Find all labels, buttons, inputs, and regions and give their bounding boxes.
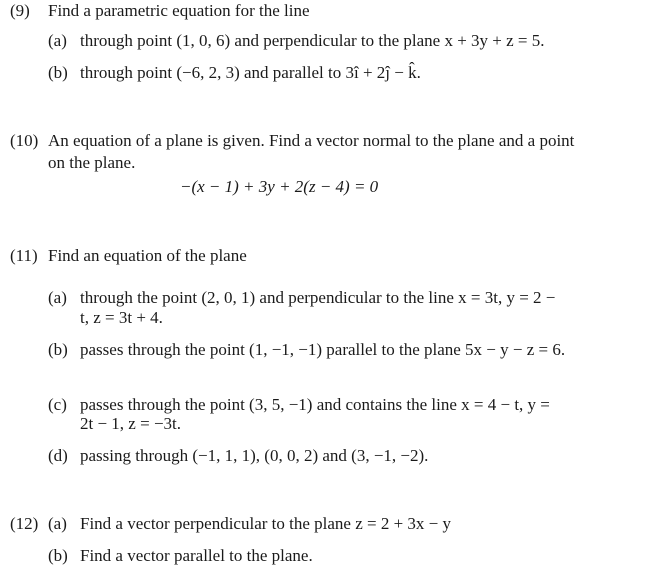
problem-11c-text-line2: 2t − 1, z = −3t. — [80, 414, 182, 433]
problem-11a-text-line1: through the point (2, 0, 1) and perpendicular to the line x = 3t, y = 2 − — [80, 288, 556, 307]
problem-9b-text: through point (−6, 2, 3) and parallel to 3î + 2ĵ − k̂. — [80, 63, 421, 82]
problem-11a-label: (a) — [48, 288, 67, 307]
problem-12-number: (12) — [10, 514, 39, 533]
problem-12b-text: Find a vector parallel to the plane. — [80, 546, 313, 565]
problem-11-number: (11) — [10, 246, 38, 265]
problem-10-prompt-line1: An equation of a plane is given. Find a vector normal to the plane and a point — [48, 131, 575, 150]
problem-9a-text: through point (1, 0, 6) and perpendicular to the plane x + 3y + z = 5. — [80, 31, 545, 50]
problem-11b-text: passes through the point (1, −1, −1) parallel to the plane 5x − y − z = 6. — [80, 340, 566, 359]
problem-10-number: (10) — [10, 131, 39, 150]
problem-12b-label: (b) — [48, 546, 68, 565]
problem-9-number: (9) — [10, 1, 30, 20]
problem-11d-label: (d) — [48, 446, 68, 465]
problem-9b-label: (b) — [48, 63, 68, 82]
problem-9-prompt: Find a parametric equation for the line — [48, 1, 310, 20]
problem-11c-text-line1: passes through the point (3, 5, −1) and contains the line x = 4 − t, y = — [80, 395, 550, 414]
problem-11c-label: (c) — [48, 395, 67, 414]
problem-11b-label: (b) — [48, 340, 68, 359]
problem-11d-text: passing through (−1, 1, 1), (0, 0, 2) and (3, −1, −2). — [80, 446, 429, 465]
problem-12a-text: Find a vector perpendicular to the plane z = 2 + 3x − y — [80, 514, 452, 533]
problem-10-prompt-line2: on the plane. — [48, 153, 136, 172]
problem-9a-label: (a) — [48, 31, 67, 50]
problem-11-prompt: Find an equation of the plane — [48, 246, 247, 265]
problem-11a-text-line2: t, z = 3t + 4. — [80, 308, 163, 327]
problem-10-equation: −(x − 1) + 3y + 2(z − 4) = 0 — [180, 177, 379, 196]
problem-12a-label: (a) — [48, 514, 67, 533]
